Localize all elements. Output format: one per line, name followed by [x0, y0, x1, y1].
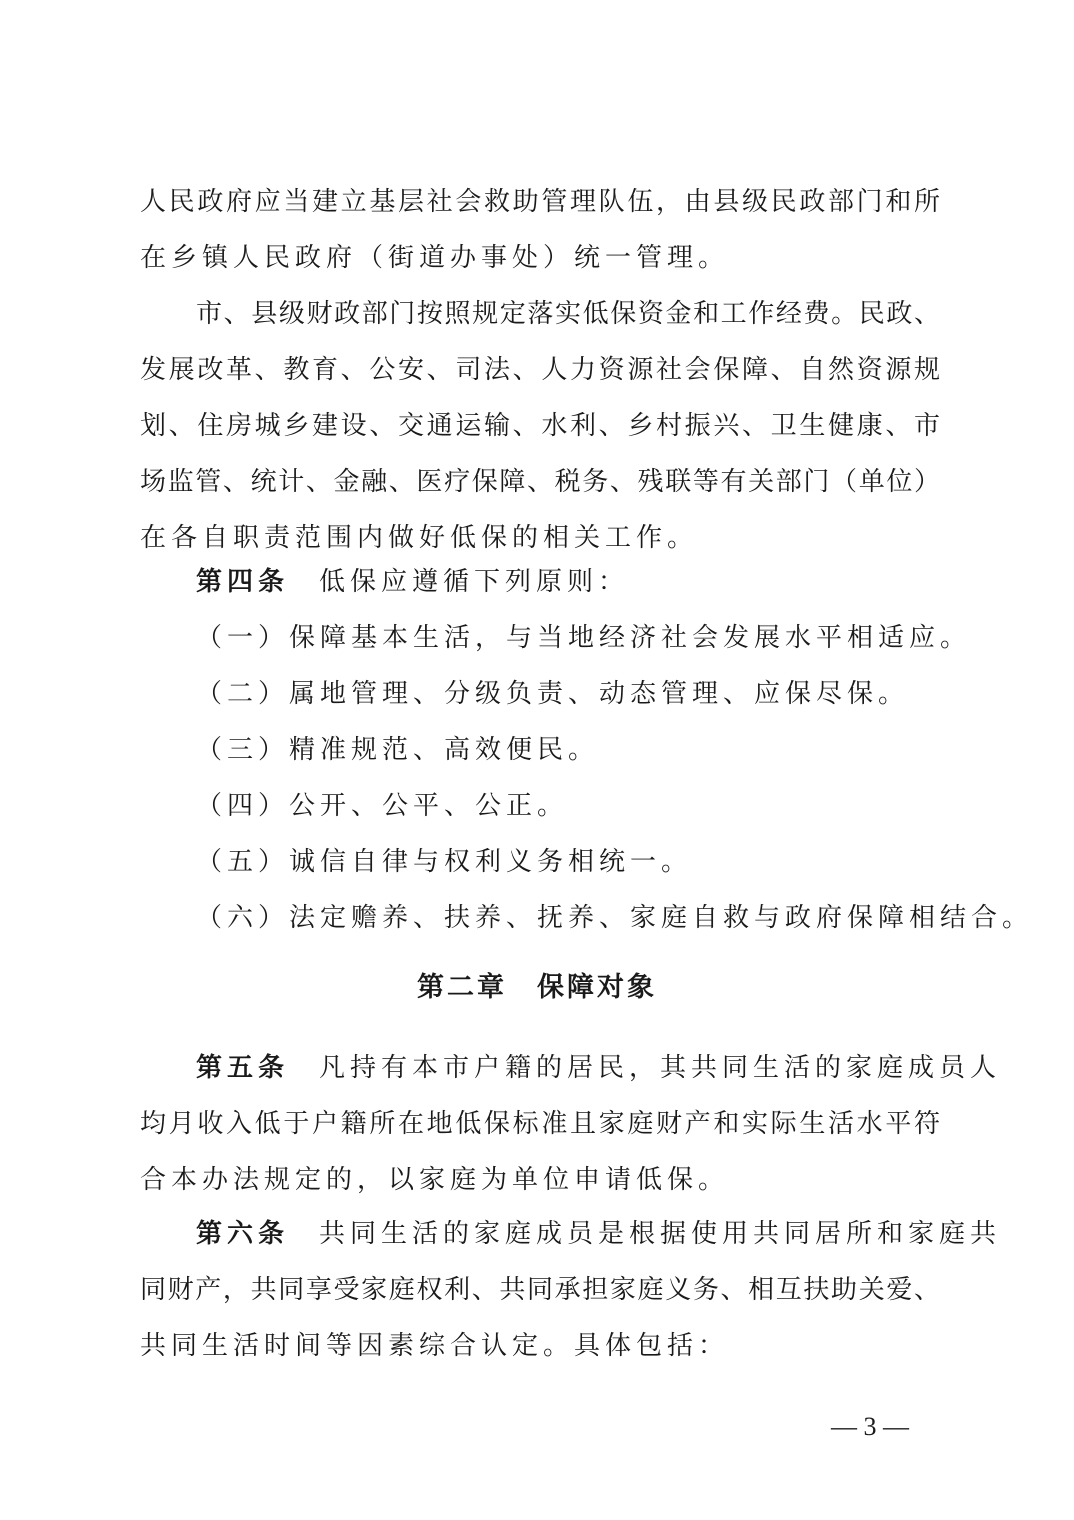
principle-item: （四）公开、公平、公正。: [196, 791, 569, 821]
text-line: 同财产，共同享受家庭权利、共同承担家庭义务、相互扶助关爱、: [140, 1275, 940, 1305]
principle-item: （二）属地管理、分级负责、动态管理、应保尽保。: [196, 679, 910, 709]
principle-item: （六）法定赡养、扶养、抚养、家庭自救与政府保障相结合。: [196, 903, 1034, 933]
page-number: — 3 —: [831, 1412, 909, 1441]
article-label: 第六条: [196, 1219, 290, 1249]
text-line: 划、住房城乡建设、交通运输、水利、乡村振兴、卫生健康、市: [140, 411, 940, 441]
principle-item: （五）诚信自律与权利义务相统一。: [196, 847, 693, 877]
text-line: 人民政府应当建立基层社会救助管理队伍，由县级民政部门和所: [140, 187, 940, 217]
text-line: 市、县级财政部门按照规定落实低保资金和工作经费。民政、: [196, 299, 940, 329]
article-5-heading: [140, 1040, 1002, 1096]
principle-item: （三）精准规范、高效便民。: [196, 735, 600, 765]
article-4: [140, 554, 1034, 946]
paragraph-finance: [140, 286, 940, 566]
text-line: 发展改革、教育、公安、司法、人力资源社会保障、自然资源规: [140, 355, 940, 385]
text-line: 在各自职责范围内做好低保的相关工作。: [140, 523, 699, 553]
chapter-heading: 第二章 保障对象: [417, 972, 657, 1003]
text-line: 合本办法规定的，以家庭为单位申请低保。: [140, 1165, 730, 1195]
text-line: 场监管、统计、金融、医疗保障、税务、残联等有关部门（单位）: [140, 467, 940, 497]
article-4-heading: [140, 554, 940, 610]
paragraph-continuation: [140, 174, 940, 286]
article-text: 共同生活的家庭成员是根据使用共同居所和家庭共: [319, 1219, 1002, 1249]
article-label: 第五条: [196, 1053, 290, 1083]
article-6: [140, 1206, 1002, 1374]
text-line: 共同生活时间等因素综合认定。具体包括：: [140, 1331, 730, 1361]
article-5: [140, 1040, 1002, 1208]
principle-item: （一）保障基本生活，与当地经济社会发展水平相适应。: [196, 623, 972, 653]
text-line: 在乡镇人民政府（街道办事处）统一管理。: [140, 243, 730, 273]
article-6-heading: [140, 1206, 1002, 1262]
article-text: 低保应遵循下列原则：: [319, 567, 630, 597]
text-line: 均月收入低于户籍所在地低保标准且家庭财产和实际生活水平符: [140, 1109, 940, 1139]
article-label: 第四条: [196, 567, 290, 597]
article-text: 凡持有本市户籍的居民，其共同生活的家庭成员人: [319, 1053, 1002, 1083]
